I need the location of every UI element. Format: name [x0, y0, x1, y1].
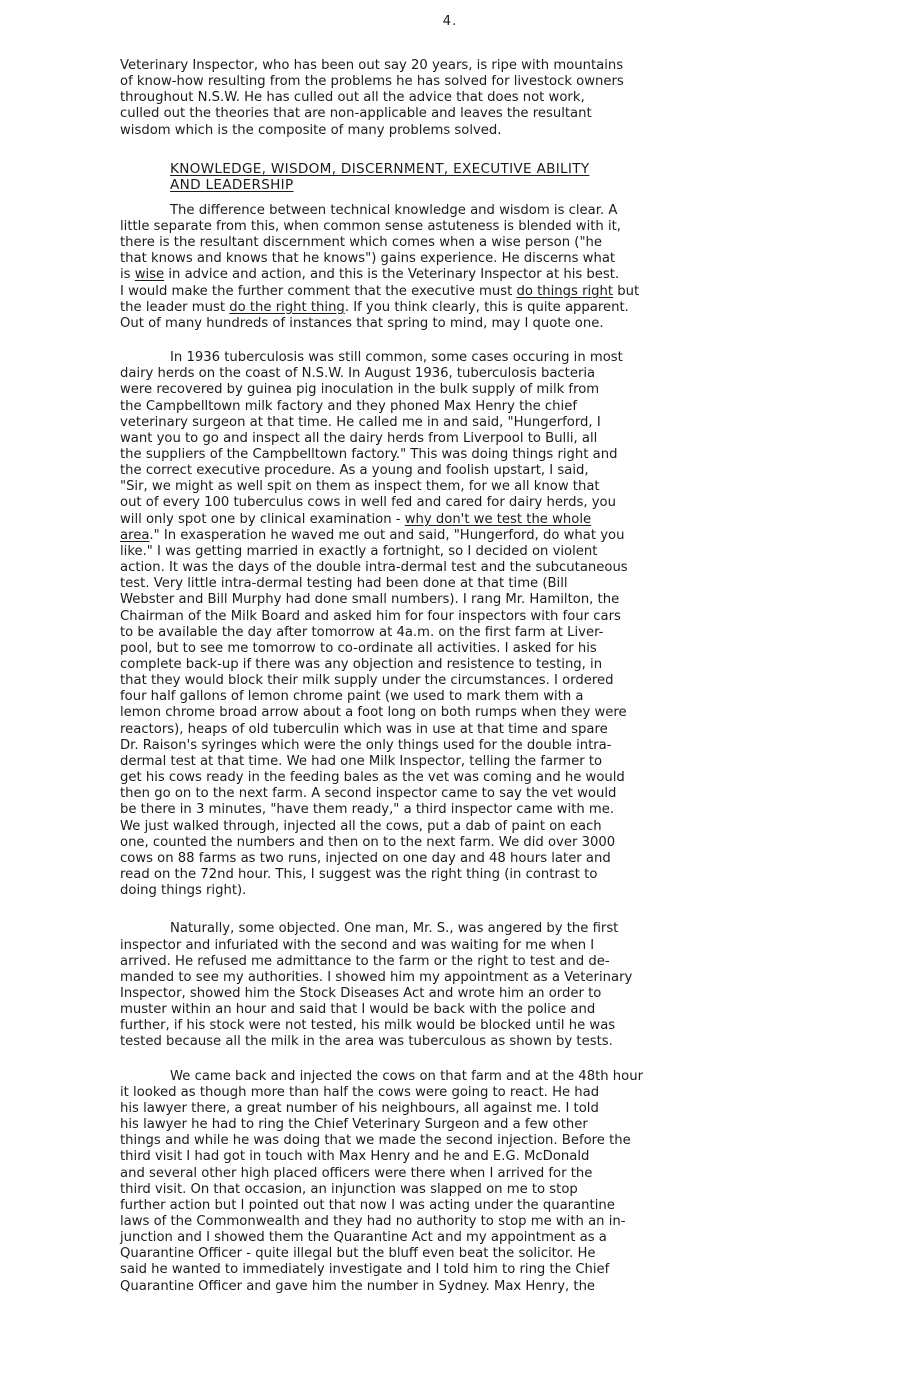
text-line: read on the 72nd hour. This, I suggest was the right thing (in contrast to — [120, 867, 598, 883]
text-line: manded to see my authorities. I showed him my appointment as a Veterinary — [120, 969, 633, 985]
text-line: his lawyer there, a great number of his neighbours, all against me. I told — [120, 1100, 599, 1116]
text-line: then go on to the next farm. A second inspector came to say the vet would — [120, 786, 617, 802]
text-line: further, if his stock were not tested, his milk would be blocked until he was — [120, 1018, 616, 1034]
text-line: lemon chrome broad arrow about a foot long on both rumps when they were — [120, 705, 627, 721]
text-line: area." In exasperation he waved me out and said, "Hungerford, do what you — [120, 527, 625, 543]
text-line: Naturally, some objected. One man, Mr. S., was angered by the first — [170, 921, 619, 937]
text-line: will only spot one by clinical examination - why don't we test the whole — [120, 511, 592, 527]
text-line: there is the resultant discernment which comes when a wise person ("he — [120, 235, 602, 251]
text-line: the Campbelltown milk factory and they phoned Max Henry the chief — [120, 398, 577, 414]
text-line: dermal test at that time. We had one Milk Inspector, telling the farmer to — [120, 753, 603, 769]
text-line: arrived. He refused me admittance to the farm or the right to test and de- — [120, 953, 610, 969]
paragraph-objection — [120, 921, 850, 1050]
text-line: things and while he was doing that we made the second injection. Before the — [120, 1133, 631, 1149]
text-line: culled out the theories that are non-applicable and leaves the resultant — [120, 106, 592, 122]
text-line: the leader must do the right thing. If you think clearly, this is quite apparent. — [120, 299, 629, 315]
text-line: third visit I had got in touch with Max Henry and he and E.G. McDonald — [120, 1149, 590, 1165]
text-line: test. Very little intra-dermal testing had been done at that time (Bill — [120, 576, 568, 592]
text-line: be there in 3 minutes, "have them ready," a third inspector came with me. — [120, 802, 615, 818]
text-line: cows on 88 farms as two runs, injected on one day and 48 hours later and — [120, 850, 611, 866]
text-line: pool, but to see me tomorrow to co-ordinate all activities. I asked for his — [120, 640, 597, 656]
text-line: dairy herds on the coast of N.S.W. In August 1936, tuberculosis bacteria — [120, 366, 596, 382]
text-line: The difference between technical knowledge and wisdom is clear. A — [170, 202, 618, 218]
paragraph-wisdom — [120, 203, 850, 332]
text-line: further action but I pointed out that now I was acting under the quarantine — [120, 1197, 615, 1213]
text-line: In 1936 tuberculosis was still common, some cases occuring in most — [170, 350, 623, 366]
text-line: veterinary surgeon at that time. He called me in and said, "Hungerford, I — [120, 414, 601, 430]
text-line: want you to go and inspect all the dairy herds from Liverpool to Bulli, all — [120, 430, 598, 446]
paragraph-injunction — [120, 1069, 850, 1295]
heading-line: KNOWLEDGE, WISDOM, DISCERNMENT, EXECUTIVE ABILITY — [170, 160, 590, 177]
text-line: get his cows ready in the feeding bales as the vet was coming and he would — [120, 770, 625, 786]
text-line: "Sir, we might as well spit on them as inspect them, for we all know that — [120, 479, 600, 495]
text-line: throughout N.S.W. He has culled out all the advice that does not work, — [120, 90, 585, 106]
underlined-text: wise — [134, 267, 165, 283]
text-line: that knows and knows that he knows") gains experience. He discerns what — [120, 251, 616, 267]
text-line: muster within an hour and said that I would be back with the police and — [120, 1002, 596, 1018]
text-line: out of every 100 tuberculus cows in well fed and cared for dairy herds, you — [120, 495, 616, 511]
underlined-text: do the right thing — [229, 299, 345, 315]
text-line: wisdom which is the composite of many problems solved. — [120, 122, 502, 138]
text-line: like." I was getting married in exactly a fortnight, so I decided on violent — [120, 543, 598, 559]
text-line: is wise in advice and action, and this is the Veterinary Inspector at his best. — [120, 267, 620, 283]
paragraph-tuberculosis — [120, 350, 850, 899]
text-line: the correct executive procedure. As a young and foolish upstart, I said, — [120, 463, 589, 479]
text-line: I would make the further comment that the executive must do things right but — [120, 283, 640, 299]
text-line: Veterinary Inspector, who has been out say 20 years, is ripe with mountains — [120, 58, 624, 73]
text-line: that they would block their milk supply under the circumstances. I ordered — [120, 673, 614, 689]
text-line: third visit. On that occasion, an injunction was slapped on me to stop — [120, 1181, 578, 1197]
text-line: reactors), heaps of old tuberculin which was in use at that time and spare — [120, 721, 608, 737]
text-line: Out of many hundreds of instances that spring to mind, may I quote one. — [120, 315, 604, 331]
text-line: Inspector, showed him the Stock Diseases Act and wrote him an order to — [120, 985, 602, 1001]
text-line: were recovered by guinea pig inoculation in the bulk supply of milk from — [120, 382, 600, 398]
text-line: We just walked through, injected all the cows, put a dab of paint on each — [120, 818, 602, 834]
text-line: one, counted the numbers and then on to the next farm. We did over 3000 — [120, 834, 616, 850]
text-line: tested because all the milk in the area was tuberculous as shown by tests. — [120, 1034, 613, 1050]
text-line: Quarantine Officer and gave him the number in Sydney. Max Henry, the — [120, 1278, 596, 1294]
text-line: to be available the day after tomorrow at 4a.m. on the first farm at Liver- — [120, 624, 604, 640]
text-line: Webster and Bill Murphy had done small numbers). I rang Mr. Hamilton, the — [120, 592, 620, 608]
page-number: 4. — [442, 14, 458, 29]
intro-paragraph — [120, 58, 850, 139]
text-line: junction and I showed them the Quarantine Act and my appointment as a — [120, 1230, 607, 1246]
underlined-text: area — [120, 527, 150, 543]
text-line: Chairman of the Milk Board and asked him for four inspectors with four cars — [120, 608, 621, 624]
heading-line: AND LEADERSHIP — [170, 176, 294, 193]
text-line: said he wanted to immediately investigate and I told him to ring the Chief — [120, 1262, 610, 1278]
underlined-text: why don't we test the whole — [404, 511, 592, 527]
text-line: Dr. Raison's syringes which were the only things used for the double intra- — [120, 737, 612, 753]
text-line: it looked as though more than half the cows were going to react. He had — [120, 1084, 600, 1100]
text-line: four half gallons of lemon chrome paint (we used to mark them with a — [120, 689, 584, 705]
text-line: doing things right). — [120, 883, 247, 899]
text-line: We came back and injected the cows on that farm and at the 48th hour — [170, 1068, 644, 1084]
text-line: inspector and infuriated with the second and was waiting for me when I — [120, 937, 595, 953]
text-line: the suppliers of the Campbelltown factory." This was doing things right and — [120, 446, 618, 462]
text-line: and several other high placed officers were there when I arrived for the — [120, 1165, 593, 1181]
text-line: his lawyer he had to ring the Chief Veterinary Surgeon and a few other — [120, 1117, 588, 1133]
text-line: Quarantine Officer - quite illegal but the bluff even beat the solicitor. He — [120, 1246, 596, 1262]
section-heading — [120, 161, 850, 193]
page-content — [120, 58, 850, 1295]
text-line: little separate from this, when common sense astuteness is blended with it, — [120, 218, 621, 234]
text-line: complete back-up if there was any objection and resistence to testing, in — [120, 657, 603, 672]
text-line: laws of the Commonwealth and they had no authority to stop me with an in- — [120, 1214, 626, 1229]
text-line: of know-how resulting from the problems he has solved for livestock owners — [120, 74, 624, 90]
underlined-text: do things right — [516, 283, 614, 299]
text-line: action. It was the days of the double intra-dermal test and the subcutaneous — [120, 560, 628, 576]
